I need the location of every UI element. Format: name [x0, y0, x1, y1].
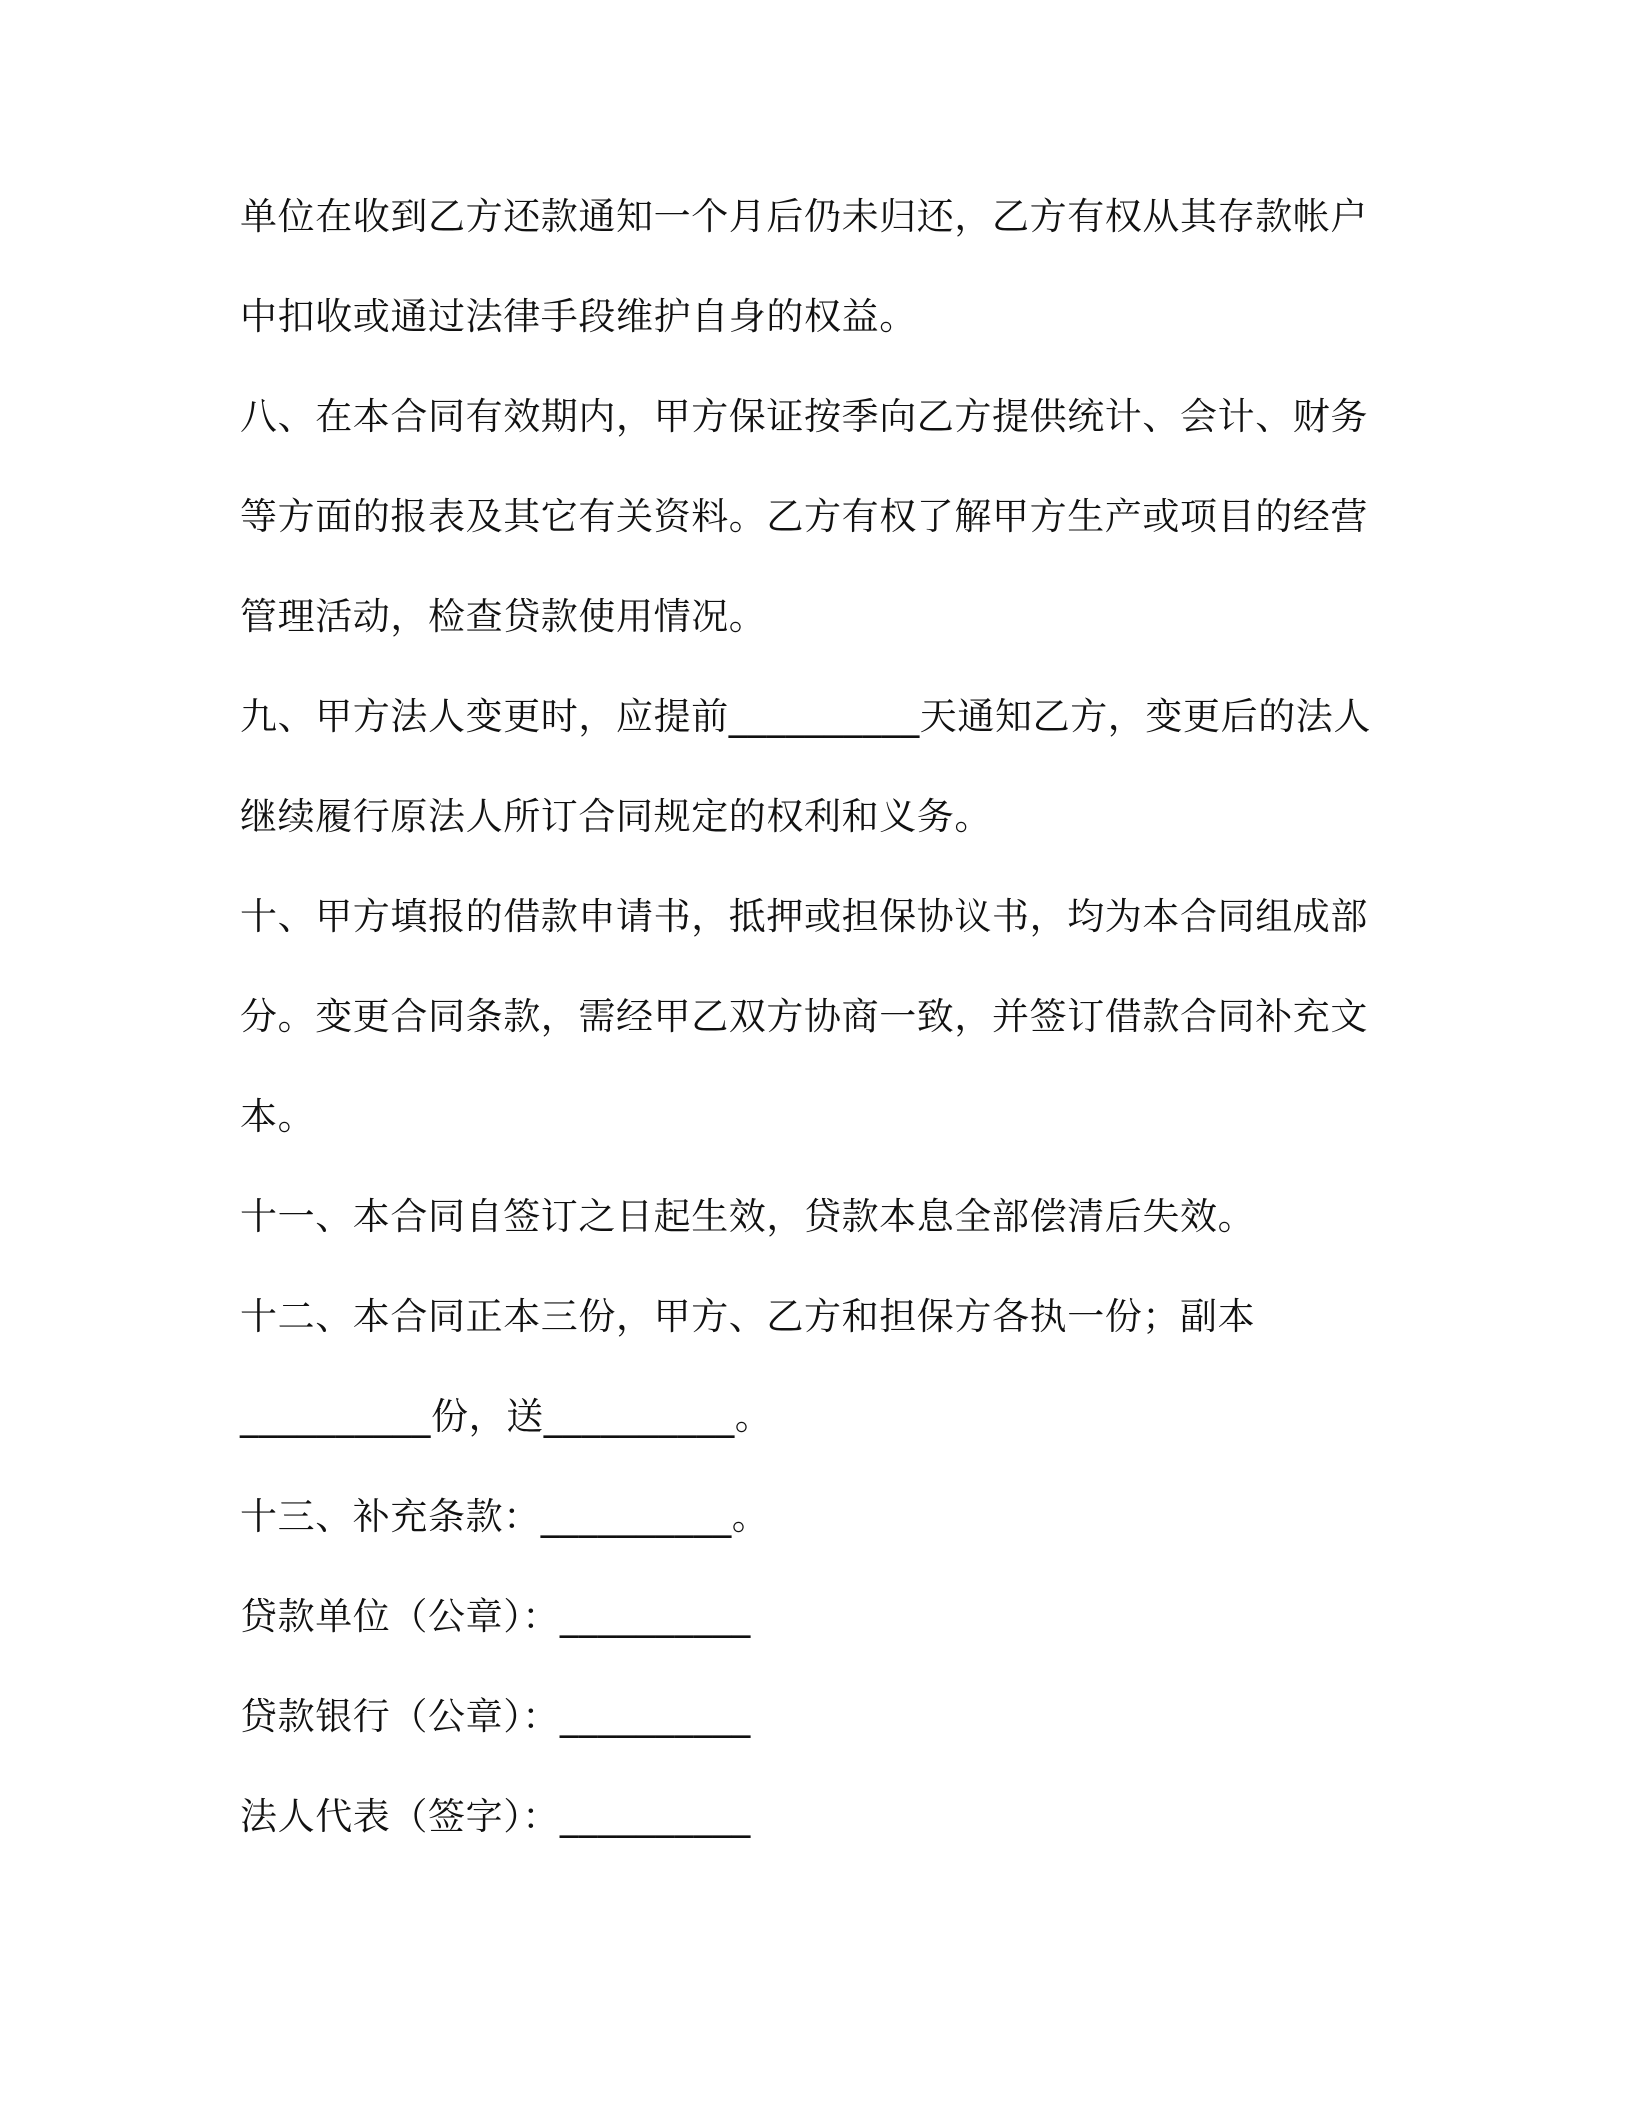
clause-9-line: 九、甲方法人变更时，应提前__________天通知乙方，变更后的法人	[240, 695, 1371, 738]
paragraph-line: 等方面的报表及其它有关资料。乙方有权了解甲方生产或项目的经营	[240, 495, 1368, 538]
bank-seal-line: 贷款银行（公章）：__________	[240, 1695, 751, 1738]
clause-8-line: 八、在本合同有效期内，甲方保证按季向乙方提供统计、会计、财务	[240, 395, 1368, 438]
paragraph-line: 中扣收或通过法律手段维护自身的权益。	[240, 295, 917, 338]
paragraph-line: 单位在收到乙方还款通知一个月后仍未归还，乙方有权从其存款帐户	[240, 195, 1368, 238]
clause-11-line: 十一、本合同自签订之日起生效，贷款本息全部偿清后失效。	[240, 1195, 1256, 1238]
clause-13-line: 十三、补充条款：__________。	[240, 1495, 770, 1538]
legal-rep-signature-line: 法人代表（签字）：__________	[240, 1795, 751, 1838]
clause-10-line: 十、甲方填报的借款申请书，抵押或担保协议书，均为本合同组成部	[240, 895, 1368, 938]
borrower-seal-line: 贷款单位（公章）：__________	[240, 1595, 751, 1638]
paragraph-line: 继续履行原法人所订合同规定的权利和义务。	[240, 795, 992, 838]
paragraph-line: 本。	[240, 1095, 316, 1138]
paragraph-line: 分。变更合同条款，需经甲乙双方协商一致，并签订借款合同补充文	[240, 995, 1368, 1038]
paragraph-line: __________份，送__________。	[240, 1395, 773, 1438]
clause-12-line: 十二、本合同正本三份，甲方、乙方和担保方各执一份；副本	[240, 1295, 1256, 1338]
paragraph-line: 管理活动，检查贷款使用情况。	[240, 595, 767, 638]
